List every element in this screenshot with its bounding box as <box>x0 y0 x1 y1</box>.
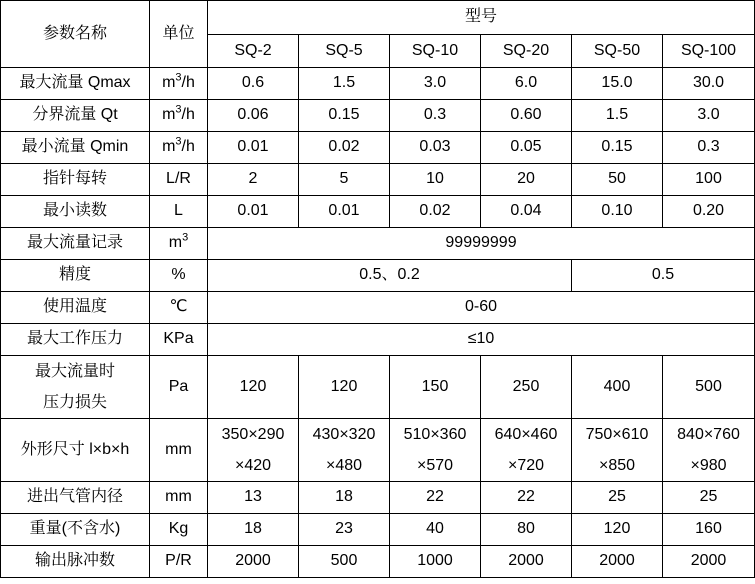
value-cell: 0.05 <box>481 132 572 164</box>
row-label: 最大工作压力 <box>1 324 150 356</box>
unit-cell: Kg <box>150 514 208 546</box>
value-cell: 23 <box>299 514 390 546</box>
value-cell: 0.15 <box>299 100 390 132</box>
value-cell: 3.0 <box>663 100 755 132</box>
value-cell: 2000 <box>208 546 299 578</box>
value-cell: 500 <box>663 356 755 419</box>
value-cell: 0.06 <box>208 100 299 132</box>
value-cell: 30.0 <box>663 68 755 100</box>
value-cell: 0.6 <box>208 68 299 100</box>
value-cell: 5 <box>299 164 390 196</box>
value-cell: 250 <box>481 356 572 419</box>
row-qt <box>1 100 755 132</box>
value-cell: 510×360 ×570 <box>390 419 481 482</box>
unit-cell: % <box>150 260 208 292</box>
value-cell: 0.02 <box>299 132 390 164</box>
row-label: 分界流量 Qt <box>1 100 150 132</box>
value-cell: 0.03 <box>390 132 481 164</box>
value-cell: 6.0 <box>481 68 572 100</box>
unit-header: 单位 <box>150 1 208 68</box>
value-cell: 50 <box>572 164 663 196</box>
value-cell: 750×610 ×850 <box>572 419 663 482</box>
row-label: 重量(不含水) <box>1 514 150 546</box>
row-label: 最大流量时 压力损失 <box>1 356 150 419</box>
value-cell: 3.0 <box>390 68 481 100</box>
value-cell: 2 <box>208 164 299 196</box>
row-label: 精度 <box>1 260 150 292</box>
value-cell: 160 <box>663 514 755 546</box>
unit-cell: mm <box>150 419 208 482</box>
param-name-header: 参数名称 <box>1 1 150 68</box>
unit-cell: mm <box>150 482 208 514</box>
model-sq-100: SQ-100 <box>663 35 755 68</box>
unit-cell: ℃ <box>150 292 208 324</box>
accuracy-value-a: 0.5、0.2 <box>208 260 572 292</box>
value-cell: 18 <box>299 482 390 514</box>
row-pointer-per-rev <box>1 164 755 196</box>
value-cell: 18 <box>208 514 299 546</box>
value-cell: 13 <box>208 482 299 514</box>
row-pulse-output <box>1 546 755 578</box>
value-cell: 400 <box>572 356 663 419</box>
model-header: 型号 <box>208 1 755 35</box>
value-cell: 22 <box>390 482 481 514</box>
value-cell: 0.20 <box>663 196 755 228</box>
value-cell: 0.02 <box>390 196 481 228</box>
header-row-1 <box>1 1 755 35</box>
value-cell: 100 <box>663 164 755 196</box>
unit-cell: $m^3/h$ <box>150 100 208 132</box>
row-label: 最小读数 <box>1 196 150 228</box>
value-cell: 640×460 ×720 <box>481 419 572 482</box>
unit-cell: KPa <box>150 324 208 356</box>
row-weight <box>1 514 755 546</box>
row-label: 最小流量 Qmin <box>1 132 150 164</box>
value-cell: 2000 <box>663 546 755 578</box>
value-cell: 120 <box>572 514 663 546</box>
row-label: 指针每转 <box>1 164 150 196</box>
value-cell: 0.01 <box>208 196 299 228</box>
unit-cell: L <box>150 196 208 228</box>
unit-cell: P/R <box>150 546 208 578</box>
value-cell: 350×290 ×420 <box>208 419 299 482</box>
value-cell: 0.04 <box>481 196 572 228</box>
value-cell: 25 <box>572 482 663 514</box>
value-cell: 2000 <box>572 546 663 578</box>
merged-value-cell: 0-60 <box>208 292 755 324</box>
row-label: 外形尺寸 l×b×h <box>1 419 150 482</box>
model-sq-20: SQ-20 <box>481 35 572 68</box>
unit-cell: Pa <box>150 356 208 419</box>
value-cell: 25 <box>663 482 755 514</box>
value-cell: 120 <box>299 356 390 419</box>
row-max-record <box>1 228 755 260</box>
row-label: 最大流量 Qmax <box>1 68 150 100</box>
value-cell: 0.60 <box>481 100 572 132</box>
row-accuracy <box>1 260 755 292</box>
accuracy-value-b: 0.5 <box>572 260 755 292</box>
row-pipe-diameter <box>1 482 755 514</box>
value-cell: 0.01 <box>208 132 299 164</box>
row-qmax <box>1 68 755 100</box>
merged-value-cell: 99999999 <box>208 228 755 260</box>
value-cell: 840×760 ×980 <box>663 419 755 482</box>
value-cell: 10 <box>390 164 481 196</box>
value-cell: 15.0 <box>572 68 663 100</box>
value-cell: 0.3 <box>663 132 755 164</box>
value-cell: 0.3 <box>390 100 481 132</box>
merged-value-cell: ≤10 <box>208 324 755 356</box>
value-cell: 150 <box>390 356 481 419</box>
row-label: 进出气管内径 <box>1 482 150 514</box>
row-dimensions <box>1 419 755 482</box>
row-label: 输出脉冲数 <box>1 546 150 578</box>
value-cell: 120 <box>208 356 299 419</box>
value-cell: 1000 <box>390 546 481 578</box>
value-cell: 2000 <box>481 546 572 578</box>
unit-cell: $m^3$ <box>150 228 208 260</box>
model-sq-10: SQ-10 <box>390 35 481 68</box>
unit-cell: L/R <box>150 164 208 196</box>
value-cell: 0.01 <box>299 196 390 228</box>
value-cell: 22 <box>481 482 572 514</box>
unit-cell: $m^3/h$ <box>150 132 208 164</box>
model-sq-2: SQ-2 <box>208 35 299 68</box>
unit-cell: $m^3/h$ <box>150 68 208 100</box>
row-max-pressure <box>1 324 755 356</box>
value-cell: 430×320 ×480 <box>299 419 390 482</box>
value-cell: 0.10 <box>572 196 663 228</box>
model-sq-5: SQ-5 <box>299 35 390 68</box>
value-cell: 500 <box>299 546 390 578</box>
row-qmin <box>1 132 755 164</box>
row-label: 使用温度 <box>1 292 150 324</box>
value-cell: 0.15 <box>572 132 663 164</box>
value-cell: 1.5 <box>299 68 390 100</box>
row-temperature <box>1 292 755 324</box>
model-sq-50: SQ-50 <box>572 35 663 68</box>
value-cell: 80 <box>481 514 572 546</box>
row-label: 最大流量记录 <box>1 228 150 260</box>
value-cell: 20 <box>481 164 572 196</box>
row-min-reading <box>1 196 755 228</box>
row-pressure-loss <box>1 356 755 419</box>
value-cell: 40 <box>390 514 481 546</box>
value-cell: 1.5 <box>572 100 663 132</box>
